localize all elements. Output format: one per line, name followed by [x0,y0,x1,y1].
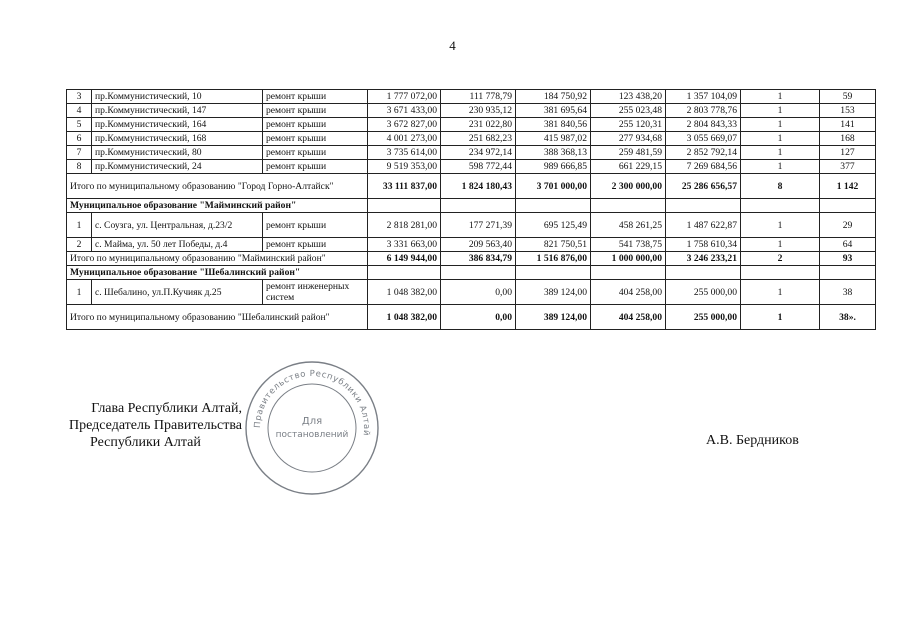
total-amount-cell: 386 834,79 [441,252,516,266]
amount-cell: 1 777 072,00 [368,90,441,104]
empty-cell [666,266,741,280]
count-cell: 1 [741,146,820,160]
row-number-cell: 7 [67,146,92,160]
address-cell: с. Майма, ул. 50 лет Победы, д.4 [92,238,263,252]
amount-cell: 598 772,44 [441,160,516,174]
work-type-cell: ремонт крыши [263,90,368,104]
row-number-cell: 4 [67,104,92,118]
stamp-center-line-1: Для [301,416,323,427]
total-row [67,174,876,199]
total-amount-cell: 2 300 000,00 [591,174,666,199]
work-type-cell: ремонт инженерных систем [263,280,368,305]
total-amount-cell: 3 701 000,00 [516,174,591,199]
total-row [67,305,876,330]
people-cell: 127 [820,146,876,160]
empty-cell [368,199,441,213]
people-cell: 141 [820,118,876,132]
work-type-cell: ремонт крыши [263,238,368,252]
total-count-cell: 2 [741,252,820,266]
amount-cell: 415 987,02 [516,132,591,146]
amount-cell: 2 804 843,33 [666,118,741,132]
total-row [67,252,876,266]
address-cell: с. Соузга, ул. Центральная, д.23/2 [92,213,263,238]
amount-cell: 1 758 610,34 [666,238,741,252]
work-type-cell: ремонт крыши [263,118,368,132]
address-cell: пр.Коммунистический, 147 [92,104,263,118]
count-cell: 1 [741,118,820,132]
total-label-cell: Итого по муниципальному образованию "Шебалинский район" [67,305,368,330]
amount-cell: 111 778,79 [441,90,516,104]
people-cell: 29 [820,213,876,238]
amount-cell: 695 125,49 [516,213,591,238]
funding-table [66,89,876,330]
row-number-cell: 3 [67,90,92,104]
total-amount-cell: 25 286 656,57 [666,174,741,199]
amount-cell: 1 048 382,00 [368,280,441,305]
count-cell: 1 [741,90,820,104]
total-amount-cell: 6 149 944,00 [368,252,441,266]
people-cell: 59 [820,90,876,104]
page-number: 4 [449,38,456,53]
table-row [67,104,876,118]
empty-cell [441,199,516,213]
signatory-name: А.В. Бердников [706,433,799,448]
amount-cell: 209 563,40 [441,238,516,252]
count-cell: 1 [741,160,820,174]
empty-cell [741,199,820,213]
amount-cell: 184 750,92 [516,90,591,104]
total-amount-cell: 3 246 233,21 [666,252,741,266]
amount-cell: 3 671 433,00 [368,104,441,118]
total-amount-cell: 33 111 837,00 [368,174,441,199]
people-cell: 168 [820,132,876,146]
work-type-cell: ремонт крыши [263,132,368,146]
count-cell: 1 [741,213,820,238]
row-number-cell: 2 [67,238,92,252]
stamp-center-line-2: постановлений [275,430,349,440]
total-amount-cell: 404 258,00 [591,305,666,330]
address-cell: пр.Коммунистический, 10 [92,90,263,104]
amount-cell: 7 269 684,56 [666,160,741,174]
total-amount-cell: 1 824 180,43 [441,174,516,199]
amount-cell: 123 438,20 [591,90,666,104]
section-header-cell: Муниципальное образование "Майминский район" [67,199,368,213]
row-number-cell: 8 [67,160,92,174]
empty-cell [820,266,876,280]
address-cell: пр.Коммунистический, 168 [92,132,263,146]
table-row [67,280,876,305]
address-cell: пр.Коммунистический, 24 [92,160,263,174]
address-cell: с. Шебалино, ул.П.Кучияк д.25 [92,280,263,305]
table-row [67,118,876,132]
amount-cell: 259 481,59 [591,146,666,160]
amount-cell: 3 735 614,00 [368,146,441,160]
total-amount-cell: 389 124,00 [516,305,591,330]
amount-cell: 230 935,12 [441,104,516,118]
empty-cell [741,266,820,280]
total-amount-cell: 1 048 382,00 [368,305,441,330]
amount-cell: 458 261,25 [591,213,666,238]
amount-cell: 3 331 663,00 [368,238,441,252]
row-number-cell: 1 [67,280,92,305]
total-label-cell: Итого по муниципальному образованию "Город Горно-Алтайск" [67,174,368,199]
total-label-cell: Итого по муниципальному образованию "Майминский район" [67,252,368,266]
table-row [67,132,876,146]
amount-cell: 989 666,85 [516,160,591,174]
count-cell: 1 [741,238,820,252]
total-count-cell: 1 [741,305,820,330]
signature-line-1: Глава Республики Алтай, [91,401,242,416]
amount-cell: 404 258,00 [591,280,666,305]
amount-cell: 2 803 778,76 [666,104,741,118]
total-people-cell: 1 142 [820,174,876,199]
amount-cell: 231 022,80 [441,118,516,132]
amount-cell: 2 818 281,00 [368,213,441,238]
amount-cell: 381 695,64 [516,104,591,118]
amount-cell: 255 000,00 [666,280,741,305]
amount-cell: 388 368,13 [516,146,591,160]
stamp-ring-text: Правительство Республики Алтай [252,368,372,437]
people-cell: 153 [820,104,876,118]
amount-cell: 277 934,68 [591,132,666,146]
amount-cell: 389 124,00 [516,280,591,305]
row-number-cell: 6 [67,132,92,146]
empty-cell [591,199,666,213]
row-number-cell: 1 [67,213,92,238]
amount-cell: 381 840,56 [516,118,591,132]
signature-line-2: Председатель Правительства [69,418,242,433]
section-header-cell: Муниципальное образование "Шебалинский район" [67,266,368,280]
total-amount-cell: 1 000 000,00 [591,252,666,266]
table-body [67,90,876,330]
empty-cell [516,199,591,213]
empty-cell [666,199,741,213]
empty-cell [441,266,516,280]
amount-cell: 541 738,75 [591,238,666,252]
work-type-cell: ремонт крыши [263,146,368,160]
amount-cell: 0,00 [441,280,516,305]
table-row [67,90,876,104]
section-header-row [67,266,876,280]
total-count-cell: 8 [741,174,820,199]
empty-cell [516,266,591,280]
total-people-cell: 38». [820,305,876,330]
count-cell: 1 [741,104,820,118]
total-people-cell: 93 [820,252,876,266]
amount-cell: 251 682,23 [441,132,516,146]
table-row [67,238,876,252]
empty-cell [368,266,441,280]
amount-cell: 3 055 669,07 [666,132,741,146]
amount-cell: 661 229,15 [591,160,666,174]
work-type-cell: ремонт крыши [263,213,368,238]
count-cell: 1 [741,132,820,146]
official-stamp [242,358,382,498]
work-type-cell: ремонт крыши [263,104,368,118]
total-amount-cell: 0,00 [441,305,516,330]
count-cell: 1 [741,280,820,305]
total-amount-cell: 1 516 876,00 [516,252,591,266]
amount-cell: 255 120,31 [591,118,666,132]
signature-line-3: Республики Алтай [90,435,201,450]
work-type-cell: ремонт крыши [263,160,368,174]
amount-cell: 1 487 622,87 [666,213,741,238]
address-cell: пр.Коммунистический, 80 [92,146,263,160]
table-row [67,146,876,160]
amount-cell: 3 672 827,00 [368,118,441,132]
empty-cell [591,266,666,280]
people-cell: 38 [820,280,876,305]
table-row [67,213,876,238]
people-cell: 377 [820,160,876,174]
address-cell: пр.Коммунистический, 164 [92,118,263,132]
amount-cell: 177 271,39 [441,213,516,238]
amount-cell: 2 852 792,14 [666,146,741,160]
amount-cell: 4 001 273,00 [368,132,441,146]
amount-cell: 9 519 353,00 [368,160,441,174]
empty-cell [820,199,876,213]
amount-cell: 234 972,14 [441,146,516,160]
amount-cell: 821 750,51 [516,238,591,252]
amount-cell: 255 023,48 [591,104,666,118]
table-row [67,160,876,174]
amount-cell: 1 357 104,09 [666,90,741,104]
total-amount-cell: 255 000,00 [666,305,741,330]
signature-title [52,400,242,451]
people-cell: 64 [820,238,876,252]
section-header-row [67,199,876,213]
row-number-cell: 5 [67,118,92,132]
